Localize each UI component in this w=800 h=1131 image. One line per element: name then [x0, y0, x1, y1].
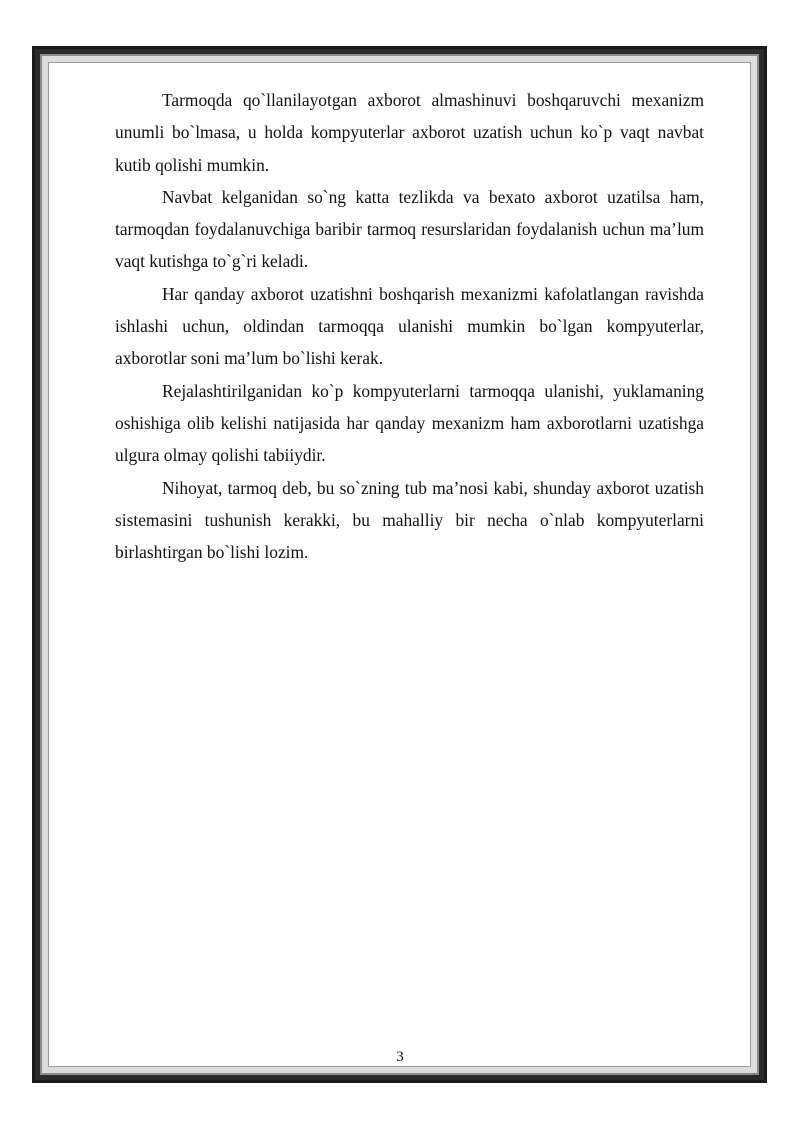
page-number: 3	[396, 1049, 404, 1065]
paragraph-2: Navbat kelganidan so`ng katta tezlikda va bexato axborot uzatilsa ham, tarmoqdan foydalanuvchiga baribir tarmoq resurslaridan foydalanish uchun ma’lum vaqt kutishga to`g`ri keladi.	[115, 186, 704, 272]
document-body	[115, 84, 704, 568]
paragraph-1: Tarmoqda qo`llanilayotgan axborot almashinuvi boshqaruvchi mexanizm unumli bo`lmasa, u holda kompyuterlar axborot uzatish uchun ko`p vaqt navbat kutib qolishi mumkin.	[115, 90, 704, 175]
paragraph-5: Nihoyat, tarmoq deb, bu so`zning tub ma’nosi kabi, shunday axborot uzatish sistemasini tushunish kerakki, bu mahalliy bir necha o`nlab kompyuterlarni birlashtirgan bo`lishi lozim.	[115, 477, 704, 563]
paragraph-3: Har qanday axborot uzatishni boshqarish mexanizmi kafolatlangan ravishda ishlashi uchun, oldindan tarmoqqa ulanishi mumkin bo`lgan kompyuterlar, axborotlar soni ma’lum bo`lishi kerak.	[115, 283, 704, 369]
paragraph-4: Rejalashtirilganidan ko`p kompyuterlarni tarmoqqa ulanishi, yuklamaning oshishiga olib kelishi natijasida har qanday mexanizm ham axborotlarni uzatishga ulgura olmay qolishi tabiiydir.	[115, 380, 704, 466]
